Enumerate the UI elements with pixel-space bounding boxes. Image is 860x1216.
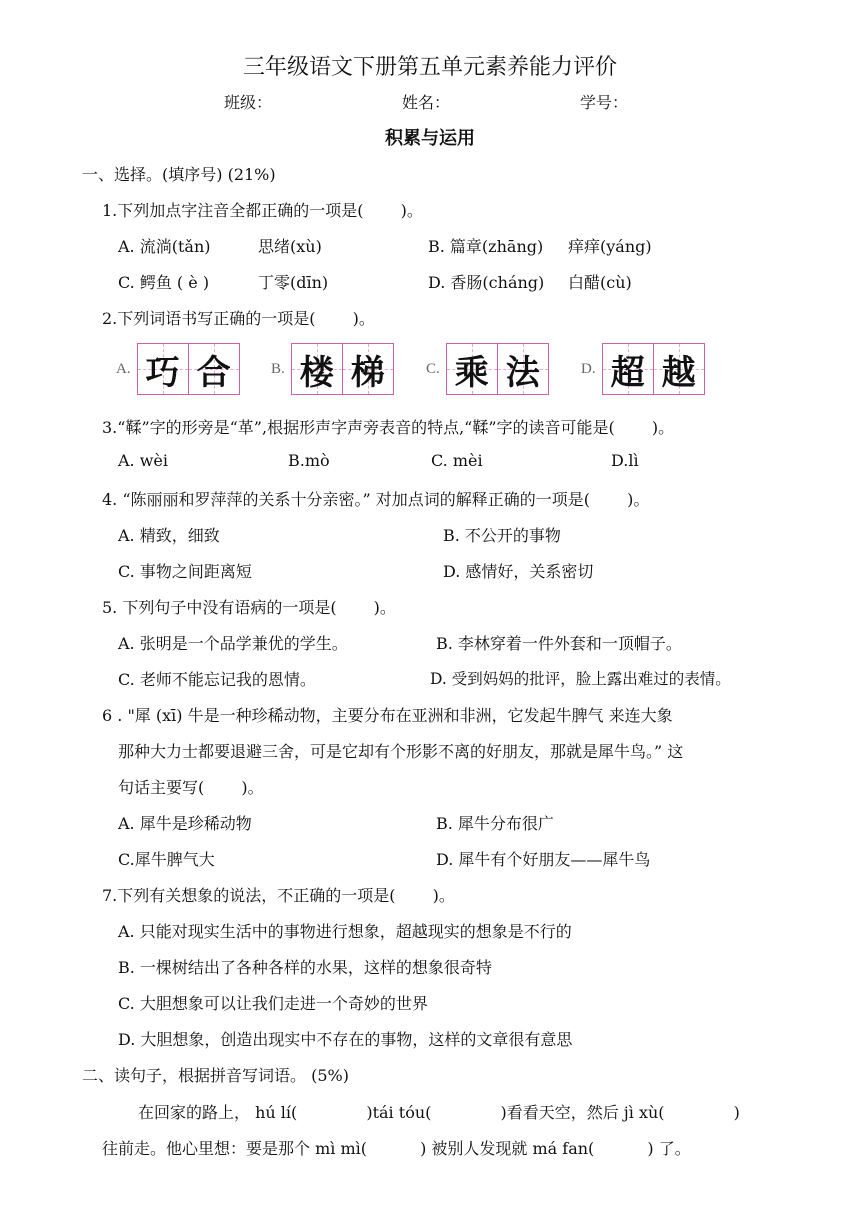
q1-option-b2: 痒痒(yáng) bbox=[568, 237, 652, 256]
q4-option-d: D. 感情好，关系密切 bbox=[443, 562, 594, 581]
option-label: D. bbox=[581, 360, 596, 377]
q6-option-c: C.犀牛脾气大 bbox=[118, 850, 215, 869]
q7-stem: 7.下列有关想象的说法，不正确的一项是( )。 bbox=[102, 886, 455, 905]
tian-grid-cell: 合 bbox=[189, 343, 240, 395]
q1-option-c1: C. 鳄鱼 ( è ) bbox=[118, 273, 210, 292]
name-field-label: 姓名： bbox=[402, 93, 451, 112]
q2-option-c bbox=[426, 342, 549, 396]
q7-option-a: A. 只能对现实生活中的事物进行想象，超越现实的想象是不行的 bbox=[118, 922, 572, 941]
section-heading: 积累与运用 bbox=[385, 128, 475, 149]
option-label: C. bbox=[426, 360, 440, 377]
option-label: B. bbox=[271, 360, 285, 377]
q5-option-a: A. 张明是一个品学兼优的学生。 bbox=[118, 634, 348, 653]
option-label: A. bbox=[116, 360, 131, 377]
q4-option-b: B. 不公开的事物 bbox=[443, 526, 561, 545]
q4-option-c: C. 事物之间距离短 bbox=[118, 562, 252, 581]
q3-option-c: C. mèi bbox=[431, 451, 483, 470]
tian-grid-cell: 越 bbox=[654, 343, 705, 395]
q6-option-b: B. 犀牛分布很广 bbox=[436, 814, 554, 833]
q4-stem: 4. “陈丽丽和罗萍萍的关系十分亲密。” 对加点词的解释正确的一项是( )。 bbox=[102, 490, 650, 509]
q7-option-b: B. 一棵树结出了各种各样的水果，这样的想象很奇特 bbox=[118, 958, 492, 977]
q1-option-c2: 丁零(dīn) bbox=[258, 273, 329, 292]
tian-grid-cell: 楼 bbox=[291, 343, 343, 395]
tian-grid-cell: 巧 bbox=[137, 343, 189, 395]
tian-grid-cell: 梯 bbox=[343, 343, 394, 395]
q1-option-a1: A. 流淌(tǎn) bbox=[118, 237, 211, 256]
q5-option-d: D. 受到妈妈的批评，脸上露出难过的表情。 bbox=[430, 670, 731, 688]
class-field-label: 班级： bbox=[224, 93, 273, 112]
q2-option-a bbox=[116, 342, 240, 396]
part2-sentence-line-2: 往前走。他心里想：要是那个 mì mì( ) 被别人发现就 má fan( ) 了。 bbox=[102, 1139, 691, 1158]
q3-option-b: B.mò bbox=[288, 451, 330, 470]
q5-stem: 5. 下列句子中没有语病的一项是( )。 bbox=[102, 598, 396, 617]
part2-heading: 二、读句子，根据拼音写词语。 (5%) bbox=[82, 1066, 349, 1085]
q5-option-b: B. 李林穿着一件外套和一顶帽子。 bbox=[436, 634, 682, 653]
q6-text-line-2: 那种大力士都要退避三舍，可是它却有个形影不离的好朋友，那就是犀牛鸟。” 这 bbox=[118, 742, 684, 761]
q7-option-d: D. 大胆想象，创造出现实中不存在的事物，这样的文章很有意思 bbox=[118, 1030, 573, 1049]
part2-sentence-line-1: 在回家的路上， hú lí( )tái tóu( )看看天空，然后 jì xù( ) bbox=[138, 1103, 740, 1122]
tian-grid-cell: 乘 bbox=[446, 343, 498, 395]
q3-option-d: D.lì bbox=[611, 451, 639, 470]
page-title: 三年级语文下册第五单元素养能力评价 bbox=[242, 55, 617, 80]
q2-stem: 2.下列词语书写正确的一项是( )。 bbox=[102, 309, 375, 328]
student-id-label: 学号： bbox=[580, 93, 629, 112]
q3-stem: 3.“鞣”字的形旁是“革”,根据形声字声旁表音的特点,“鞣”字的读音可能是( )。 bbox=[102, 418, 675, 437]
q6-option-a: A. 犀牛是珍稀动物 bbox=[118, 814, 252, 833]
q1-option-a2: 思绪(xù) bbox=[258, 237, 322, 256]
q5-option-c: C. 老师不能忘记我的恩情。 bbox=[118, 670, 316, 689]
part1-heading: 一、选择。(填序号) (21%) bbox=[82, 165, 276, 184]
q6-text-line-1: 6 . "犀 (xī) 牛是一种珍稀动物，主要分布在亚洲和非洲，它发起牛脾气 来连大象 bbox=[102, 706, 673, 725]
q6-option-d: D. 犀牛有个好朋友——犀牛鸟 bbox=[436, 850, 651, 869]
q1-option-b1: B. 篇章(zhāng) bbox=[428, 237, 544, 256]
q4-option-a: A. 精致，细致 bbox=[118, 526, 220, 545]
q1-stem: 1.下列加点字注音全都正确的一项是( )。 bbox=[102, 201, 423, 220]
tian-grid-cell: 法 bbox=[498, 343, 549, 395]
q2-option-d bbox=[581, 342, 705, 396]
q7-option-c: C. 大胆想象可以让我们走进一个奇妙的世界 bbox=[118, 994, 428, 1013]
tian-grid-cell: 超 bbox=[602, 343, 654, 395]
q1-option-d1: D. 香肠(cháng) bbox=[428, 273, 545, 292]
q1-option-d2: 白醋(cù) bbox=[568, 273, 632, 292]
q6-text-line-3: 句话主要写( )。 bbox=[118, 778, 264, 797]
q2-option-b bbox=[271, 342, 394, 396]
q3-option-a: A. wèi bbox=[118, 451, 169, 470]
